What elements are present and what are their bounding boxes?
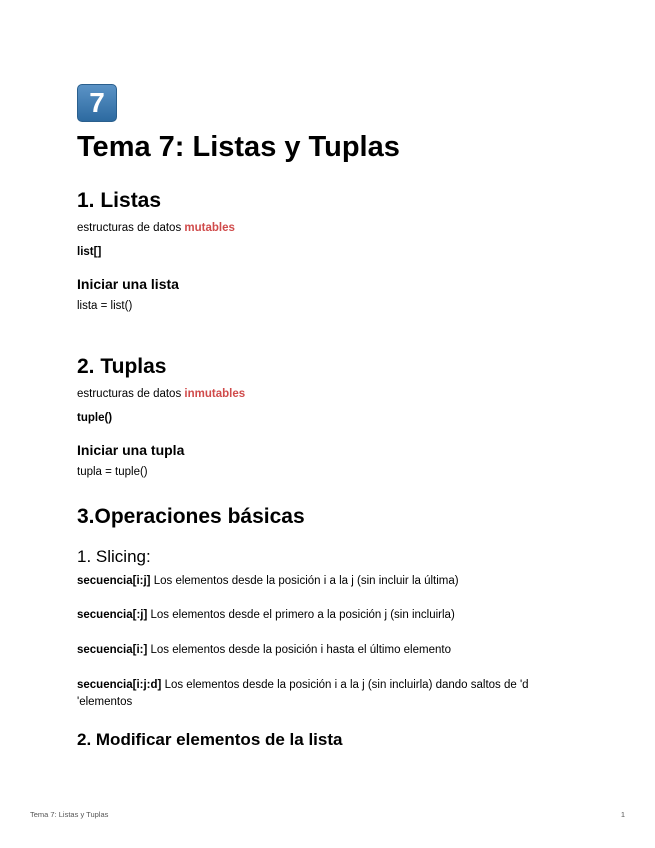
slicing-text: Los elementos desde la posición i a la j (sin incluir la última) — [153, 575, 459, 587]
section-operaciones-heading: 3.Operaciones básicas — [77, 505, 305, 528]
slicing-item — [77, 573, 459, 590]
tuplas-description — [77, 386, 245, 403]
listas-desc-prefix: estructuras de datos — [77, 222, 182, 234]
slicing-text: Los elementos desde la posición i a la j (sin incluirla) dando saltos de 'd — [164, 679, 529, 691]
slicing-term: secuencia[i:j] — [77, 575, 151, 587]
tuplas-init-code: tupla = tuple() — [77, 466, 148, 478]
slicing-text: Los elementos desde la posición i hasta el último elemento — [150, 644, 451, 656]
modificar-heading: 2. Modificar elementos de la lista — [77, 730, 343, 749]
slicing-term: secuencia[i:j:d] — [77, 679, 162, 691]
page-title: Tema 7: Listas y Tuplas — [77, 131, 400, 163]
tuplas-desc-highlight: inmutables — [184, 388, 246, 400]
section-listas-heading: 1. Listas — [77, 189, 162, 212]
slicing-term: secuencia[i:] — [77, 644, 148, 656]
tuplas-init-heading: Iniciar una tupla — [77, 442, 185, 458]
section-tuplas-heading: 2. Tuplas — [77, 355, 167, 378]
keycap-seven-icon: 7 — [77, 84, 117, 122]
tuplas-desc-prefix: estructuras de datos — [77, 388, 182, 400]
footer-title: Tema 7: Listas y Tuplas — [30, 810, 109, 819]
slicing-item — [77, 677, 529, 694]
page-number: 1 — [620, 810, 625, 819]
listas-init-heading: Iniciar una lista — [77, 276, 179, 292]
tuplas-syntax: tuple() — [77, 412, 113, 424]
listas-desc-highlight: mutables — [184, 222, 235, 234]
listas-description — [77, 220, 235, 237]
listas-init-code: lista = list() — [77, 300, 133, 312]
slicing-text-continuation: 'elementos — [77, 696, 133, 708]
slicing-text: Los elementos desde el primero a la posición j (sin incluirla) — [150, 609, 455, 621]
slicing-item — [77, 607, 455, 624]
slicing-item — [77, 642, 451, 659]
slicing-term: secuencia[:j] — [77, 609, 148, 621]
listas-syntax: list[] — [77, 246, 102, 258]
slicing-heading: 1. Slicing: — [77, 547, 151, 566]
